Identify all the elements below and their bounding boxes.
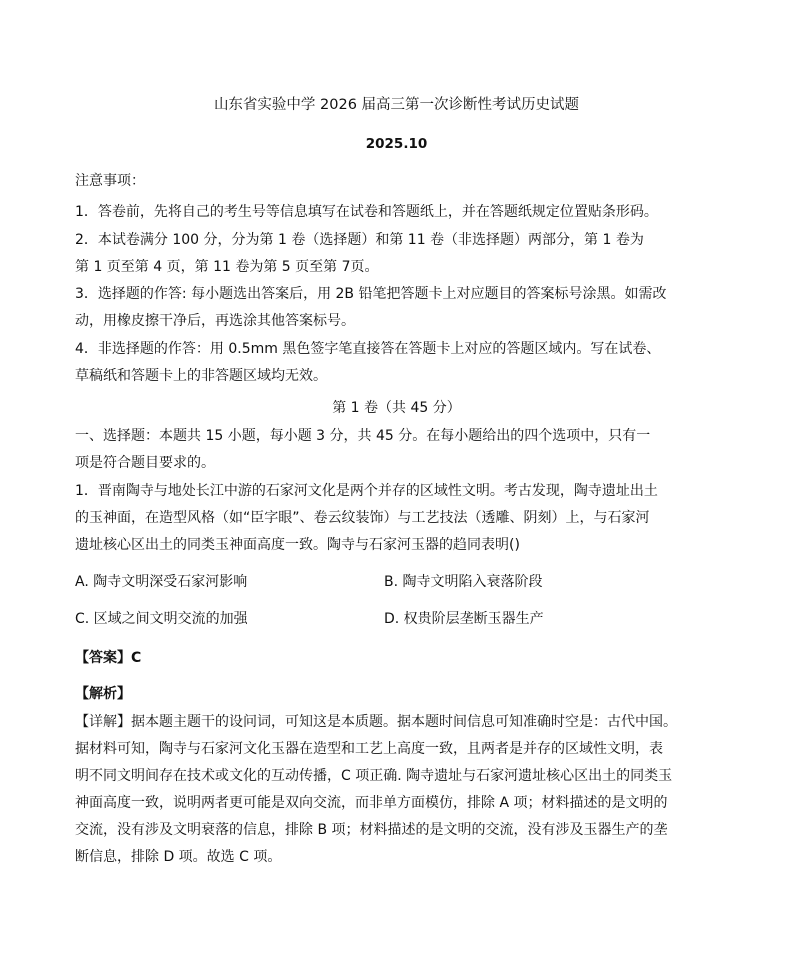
section-intro-line-2: 项是符合题目要求的。 [75,455,215,471]
notice-heading: 注意事项： [75,173,145,189]
notice-line-3: 第 1 页至第 4 页，第 11 卷为第 5 页至第 7页。 [75,259,379,275]
question-stem-line-2: 的玉神面，在造型风格（如“臣字眼”、卷云纹装饰）与工艺技法（透雕、阴刻）上，与石家河 [75,510,650,526]
analysis-line-2: 据材料可知，陶寺与石家河文化玉器在造型和工艺上高度一致，且两者是并存的区域性文明，表 [75,741,663,757]
option-d: D. 权贵阶层垄断玉器生产 [384,611,544,627]
notice-line-7: 草稿纸和答题卡上的非答题区域均无效。 [75,368,327,384]
notice-line-6: 4．非选择题的作答：用 0.5mm 黑色签字笔直接答在答题卡上对应的答题区域内。写在试卷、 [75,341,661,357]
analysis-line-5: 交流，没有涉及文明衰落的信息，排除 B 项；材料描述的是文明的交流，没有涉及玉器生产的垄 [75,822,668,838]
section-intro-line-1: 一、选择题：本题共 15 小题，每小题 3 分，共 45 分。在每小题给出的四个选项中，只有一 [75,428,651,444]
notice-line-2: 2．本试卷满分 100 分，分为第 1 卷（选择题）和第 11 卷（非选择题）两部分，第 1 卷为 [75,232,644,248]
analysis-line-3: 明不同文明间存在技术或文化的互动传播，C 项正确. 陶寺遗址与石家河遗址核心区出土的同类玉 [75,768,673,784]
option-b: B. 陶寺文明陷入衰落阶段 [384,574,543,590]
question-stem-line-1: 1．晋南陶寺与地处长江中游的石家河文化是两个并存的区域性文明。考古发现，陶寺遗址出土 [75,483,658,499]
analysis-heading: 【解析】 [75,686,131,702]
option-a: A. 陶寺文明深受石家河影响 [75,574,248,590]
answer-label: 【答案】C [75,650,142,666]
notice-line-5: 动，用橡皮擦干净后，再选涂其他答案标号。 [75,313,355,329]
notice-line-4: 3．选择题的作答: 每小题选出答案后，用 2B 铅笔把答题卡上对应题目的答案标号涂黑。如需改 [75,286,667,302]
section-title: 第 1 卷（共 45 分） [332,400,461,416]
question-stem-line-3: 遗址核心区出土的同类玉神面高度一致。陶寺与石家河玉器的趋同表明() [75,537,520,553]
option-c: C. 区域之间文明交流的加强 [75,611,248,627]
analysis-line-1: 【详解】据本题主题干的设问词，可知这是本质题。据本题时间信息可知准确时空是：古代中国。 [75,714,677,730]
analysis-line-6: 断信息，排除 D 项。故选 C 项。 [75,849,282,865]
analysis-line-4: 神面高度一致，说明两者更可能是双向交流，而非单方面模仿，排除 A 项；材料描述的是文明的 [75,795,668,811]
exam-date: 2025.10 [365,136,428,152]
notice-line-1: 1．答卷前，先将自己的考生号等信息填写在试卷和答题纸上，并在答题纸规定位置贴条形码。 [75,204,658,220]
exam-title: 山东省实验中学 2026 届高三第一次诊断性考试历史试题 [213,97,580,113]
